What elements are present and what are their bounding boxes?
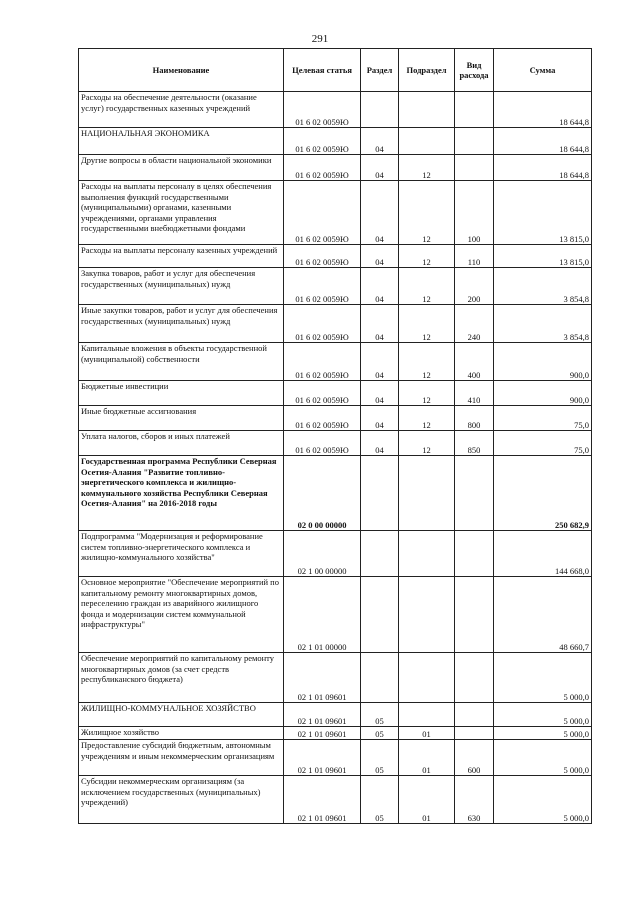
row-expense-type: 600: [455, 740, 494, 776]
row-sum: 5 000,0: [494, 776, 592, 824]
row-name: Субсидии некоммерческим организациям (за исключением государственных (муниципальных) учреждений): [79, 776, 284, 824]
row-expense-type: 100: [455, 181, 494, 245]
row-sum: 48 660,7: [494, 577, 592, 653]
row-subsection: [399, 128, 455, 155]
row-name: Предоставление субсидий бюджетным, автономным учреждениям и иным некоммерческим организациям: [79, 740, 284, 776]
row-article: 01 6 02 0059Ю: [284, 155, 361, 181]
table-row: [79, 703, 592, 727]
row-article: 02 1 00 00000: [284, 531, 361, 577]
row-article: 02 1 01 09601: [284, 653, 361, 703]
row-name: Бюджетные инвестиции: [79, 381, 284, 406]
row-expense-type: [455, 92, 494, 128]
header-name: Наименование: [79, 49, 284, 92]
row-sum: 5 000,0: [494, 653, 592, 703]
row-section: 04: [361, 343, 399, 381]
table-row: [79, 305, 592, 343]
header-subsection: Подраздел: [399, 49, 455, 92]
row-expense-type: [455, 703, 494, 727]
row-sum: 144 668,0: [494, 531, 592, 577]
row-section: 04: [361, 245, 399, 268]
row-name: НАЦИОНАЛЬНАЯ ЭКОНОМИКА: [79, 128, 284, 155]
row-expense-type: [455, 155, 494, 181]
table-row: [79, 406, 592, 431]
row-section: 04: [361, 268, 399, 305]
row-subsection: 12: [399, 305, 455, 343]
row-sum: 3 854,8: [494, 268, 592, 305]
row-section: 05: [361, 740, 399, 776]
row-expense-type: 410: [455, 381, 494, 406]
table-row: [79, 727, 592, 740]
row-sum: 250 682,9: [494, 456, 592, 531]
row-name: ЖИЛИЩНО-КОММУНАЛЬНОЕ ХОЗЯЙСТВО: [79, 703, 284, 727]
row-subsection: [399, 531, 455, 577]
table-row: [79, 381, 592, 406]
row-section: 04: [361, 381, 399, 406]
row-sum: 75,0: [494, 431, 592, 456]
row-sum: 900,0: [494, 343, 592, 381]
row-expense-type: 630: [455, 776, 494, 824]
row-sum: 13 815,0: [494, 245, 592, 268]
row-subsection: 12: [399, 406, 455, 431]
table-row: [79, 740, 592, 776]
row-sum: 5 000,0: [494, 740, 592, 776]
row-section: [361, 653, 399, 703]
row-article: 01 6 02 0059Ю: [284, 406, 361, 431]
row-expense-type: [455, 456, 494, 531]
row-name: Иные бюджетные ассигнования: [79, 406, 284, 431]
row-section: [361, 456, 399, 531]
row-article: 02 0 00 00000: [284, 456, 361, 531]
page-number: 291: [311, 33, 329, 45]
row-subsection: 12: [399, 381, 455, 406]
row-subsection: 12: [399, 431, 455, 456]
row-section: 05: [361, 727, 399, 740]
row-section: 04: [361, 431, 399, 456]
row-subsection: [399, 577, 455, 653]
table-row: [79, 245, 592, 268]
row-article: 02 1 01 09601: [284, 703, 361, 727]
table-row: [79, 653, 592, 703]
table-row: [79, 343, 592, 381]
row-article: 01 6 02 0059Ю: [284, 381, 361, 406]
header-article: Целевая статья: [284, 49, 361, 92]
row-subsection: 01: [399, 740, 455, 776]
row-name: Основное мероприятие "Обеспечение мероприятий по капитальному ремонту многоквартирных домов, переселению граждан из аварийного жилищного фонда и модернизации систем коммунальной инфраструктуры": [79, 577, 284, 653]
table-row: [79, 531, 592, 577]
header-sum: Сумма: [494, 49, 592, 92]
table-row: [79, 155, 592, 181]
row-sum: 75,0: [494, 406, 592, 431]
row-expense-type: 400: [455, 343, 494, 381]
row-sum: 18 644,8: [494, 128, 592, 155]
row-article: 01 6 02 0059Ю: [284, 92, 361, 128]
row-expense-type: [455, 653, 494, 703]
row-subsection: 12: [399, 268, 455, 305]
row-section: [361, 577, 399, 653]
table-row: [79, 92, 592, 128]
table-row: [79, 431, 592, 456]
row-expense-type: [455, 128, 494, 155]
row-expense-type: [455, 727, 494, 740]
row-subsection: 01: [399, 727, 455, 740]
row-article: 01 6 02 0059Ю: [284, 128, 361, 155]
row-article: 01 6 02 0059Ю: [284, 305, 361, 343]
row-expense-type: 240: [455, 305, 494, 343]
row-name: Иные закупки товаров, работ и услуг для обеспечения государственных (муниципальных) нужд: [79, 305, 284, 343]
row-name: Капитальные вложения в объекты государственной (муниципальной) собственности: [79, 343, 284, 381]
table-row: [79, 776, 592, 824]
row-name: Подпрограмма "Модернизация и реформирование систем топливно-энергетического комплекса и жилищно-коммунального хозяйства": [79, 531, 284, 577]
budget-table: [78, 48, 592, 824]
row-article: 01 6 02 0059Ю: [284, 431, 361, 456]
table-row: [79, 456, 592, 531]
row-sum: 18 644,8: [494, 92, 592, 128]
row-expense-type: 850: [455, 431, 494, 456]
row-sum: 3 854,8: [494, 305, 592, 343]
row-sum: 18 644,8: [494, 155, 592, 181]
row-article: 01 6 02 0059Ю: [284, 268, 361, 305]
row-article: 01 6 02 0059Ю: [284, 343, 361, 381]
row-section: 05: [361, 703, 399, 727]
row-expense-type: 110: [455, 245, 494, 268]
table-row: [79, 128, 592, 155]
table-row: [79, 181, 592, 245]
row-article: 02 1 01 09601: [284, 740, 361, 776]
row-expense-type: [455, 577, 494, 653]
row-section: 04: [361, 406, 399, 431]
row-article: 02 1 01 00000: [284, 577, 361, 653]
row-name: Другие вопросы в области национальной экономики: [79, 155, 284, 181]
row-name: Расходы на выплаты персоналу казенных учреждений: [79, 245, 284, 268]
row-subsection: 01: [399, 776, 455, 824]
row-sum: 900,0: [494, 381, 592, 406]
row-article: 02 1 01 09601: [284, 727, 361, 740]
row-sum: 13 815,0: [494, 181, 592, 245]
row-section: 04: [361, 155, 399, 181]
row-subsection: [399, 92, 455, 128]
row-section: 04: [361, 181, 399, 245]
row-expense-type: [455, 531, 494, 577]
row-subsection: 12: [399, 181, 455, 245]
row-expense-type: 200: [455, 268, 494, 305]
row-article: 01 6 02 0059Ю: [284, 245, 361, 268]
row-section: [361, 92, 399, 128]
row-subsection: [399, 456, 455, 531]
row-name: Жилищное хозяйство: [79, 727, 284, 740]
row-sum: 5 000,0: [494, 727, 592, 740]
row-name: Расходы на выплаты персоналу в целях обеспечения выполнения функций государственными (муниципальными) органами, казенными учреждениями, органами управления государственными внебюджетными фондами: [79, 181, 284, 245]
table-row: [79, 577, 592, 653]
row-name: Уплата налогов, сборов и иных платежей: [79, 431, 284, 456]
row-section: [361, 531, 399, 577]
row-subsection: 12: [399, 155, 455, 181]
header-row: [79, 49, 592, 92]
row-subsection: 12: [399, 343, 455, 381]
row-article: 02 1 01 09601: [284, 776, 361, 824]
row-section: 04: [361, 128, 399, 155]
row-name: Расходы на обеспечение деятельности (оказание услуг) государственных казенных учреждений: [79, 92, 284, 128]
row-sum: 5 000,0: [494, 703, 592, 727]
table-row: [79, 268, 592, 305]
row-section: 05: [361, 776, 399, 824]
row-section: 04: [361, 305, 399, 343]
row-subsection: [399, 703, 455, 727]
header-expense-type: Вид расхода: [455, 49, 494, 92]
row-name: Обеспечение мероприятий по капитальному ремонту многоквартирных домов (за счет средств республиканского бюджета): [79, 653, 284, 703]
row-subsection: 12: [399, 245, 455, 268]
row-name: Закупка товаров, работ и услуг для обеспечения государственных (муниципальных) нужд: [79, 268, 284, 305]
row-expense-type: 800: [455, 406, 494, 431]
header-section: Раздел: [361, 49, 399, 92]
row-subsection: [399, 653, 455, 703]
row-name: Государственная программа Республики Северная Осетия-Алания "Развитие топливно-энергетического комплекса и жилищно-коммунального хозяйства Республики Северная Осетия-Алания" на 2016-2018 годы: [79, 456, 284, 531]
row-article: 01 6 02 0059Ю: [284, 181, 361, 245]
